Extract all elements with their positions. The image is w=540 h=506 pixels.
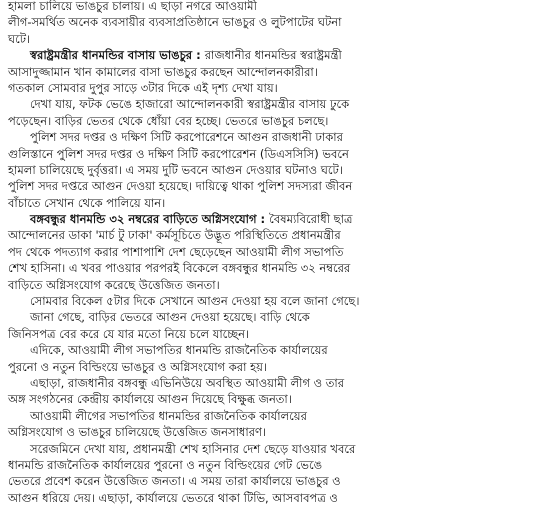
line-text: আওয়ামী লীগের সভাপতির ধানমন্ডির রাজনৈতিক কার্যালয়ের	[30, 408, 307, 423]
article-body	[8, 0, 534, 506]
article-line	[8, 211, 534, 227]
line-text: ভেতরে প্রবেশ করেন উত্তেজিত জনতা। এ সময় তারা কার্যালয়ে ভাঙচুর ও	[8, 474, 341, 489]
article-line	[8, 441, 534, 457]
article-line	[8, 31, 534, 47]
article-line	[8, 146, 534, 162]
article-line	[8, 0, 534, 14]
article-line	[8, 64, 534, 80]
article-line	[8, 309, 534, 325]
article-line	[8, 473, 534, 489]
article-line	[8, 47, 534, 63]
line-text: পদ থেকে পদত্যাগ করার পাশাপাশি দেশ ছেড়েছেন আওয়ামী লীগ সভাপতি	[8, 244, 344, 259]
line-text: পুলিশ সদর দপ্তর ও দক্ষিণ সিটি করপোরেশনে আগুন রাজধানী ঢাকার	[30, 130, 343, 145]
line-text: হামলা চালিয়েছে দুর্বৃত্তরা। এ সময় দুটি ভবনে আগুন দেওয়ার ঘটনাও ঘটে।	[8, 162, 343, 177]
line-text: পড়েছেন। বাড়ির ভেতর থেকে ধোঁয়া বের হচ্ছে। ভেতরে ভাঙচুর চলছে।	[8, 113, 329, 128]
line-text: সোমবার বিকেল ৫টার দিকে সেখানে আগুন দেওয়া হয় বলে জানা গেছে।	[30, 294, 360, 309]
line-text: শেখ হাসিনা। এ খবর পাওয়ার পরপরই বিকেলে বঙ্গবন্ধুর ধানমন্ডি ৩২ নম্বরের	[8, 261, 351, 276]
line-text: পুলিশ সদর দপ্তরে আগুন দেওয়া হয়েছে। দায়িত্বে থাকা পুলিশ সদস্যরা জীবন	[8, 179, 353, 194]
line-text: গুলিস্তানে পুলিশ সদর দপ্তর ও দক্ষিণ সিটি করপোরেশন (ডিএসসিসি) ভবনে	[8, 146, 349, 161]
line-text: আন্দোলনের ডাকা 'মার্চ টু ঢাকা' কর্মসূচিতে উদ্ভূত পরিস্থিতিতে প্রধানমন্ত্রীর	[8, 228, 341, 243]
section-heading: বঙ্গবন্ধুর ধানমন্ডি ৩২ নম্বরের বাড়িতে অগ্নিসংযোগ :	[30, 212, 270, 227]
article-line	[8, 457, 534, 473]
article-line	[8, 195, 534, 211]
line-text: সরেজমিনে দেখা যায়, প্রধানমন্ত্রী শেখ হাসিনার দেশ ছেড়ে যাওয়ার খবরে	[30, 441, 356, 456]
article-line	[8, 14, 534, 30]
article-line	[8, 490, 534, 506]
article-line	[8, 293, 534, 309]
article-line	[8, 178, 534, 194]
line-text: ধানমন্ডি রাজনৈতিক কার্যালয়ের পুরনো ও নতুন বিল্ডিংয়ের গেট ভেঙে	[8, 457, 323, 472]
article-line	[8, 96, 534, 112]
article-line	[8, 113, 534, 129]
article-line	[8, 80, 534, 96]
line-text: বাড়িতে অগ্নিসংযোগ করেছে উত্তেজিত জনতা।	[8, 277, 220, 292]
line-text: অঙ্গ সংগঠনের কেন্দ্রীয় কার্যালয়ে আগুন দিয়েছে বিক্ষুব্ধ জনতা।	[8, 392, 292, 407]
section-heading: স্বরাষ্ট্রমন্ত্রীর ধানমন্ডির বাসায় ভাঙচুর :	[30, 48, 205, 63]
article-line	[8, 342, 534, 358]
line-text: জিনিসপত্র বের করে যে যার মতো নিয়ে চলে যাচ্ছেন।	[8, 326, 250, 341]
article-line	[8, 391, 534, 407]
article-line	[8, 424, 534, 440]
article-line	[8, 260, 534, 276]
article-line	[8, 408, 534, 424]
line-text: লীগ-সমর্থিত অনেক ব্যবসায়ীর ব্যবসাপ্রতিষ্ঠানে ভাঙচুর ও লুটপাটের ঘটনা	[8, 15, 342, 30]
line-text: আগুন ধরিয়ে দেয়। এছাড়া, কার্যালয়ে ভেতরে থাকা টিভি, আসবাবপত্র ও	[8, 490, 338, 505]
line-text: ঘটে।	[8, 31, 31, 46]
line-text: দেখা যায়, ফটক ভেঙে হাজারো আন্দোলনকারী স্বরাষ্ট্রমন্ত্রীর বাসায় ঢুকে	[30, 97, 350, 112]
article-line	[8, 244, 534, 260]
line-text: বাঁচাতে সেখান থেকে পালিয়ে যান।	[8, 195, 166, 210]
article-line	[8, 326, 534, 342]
line-text: গতকাল সোমবার দুপুর সাড়ে ৩টার দিকে এই দৃশ্য দেখা যায়।	[8, 80, 278, 95]
line-text: রাজধানীর ধানমন্ডির স্বরাষ্ট্রমন্ত্রী	[204, 48, 342, 63]
article-line	[8, 162, 534, 178]
article-line	[8, 129, 534, 145]
line-text: এছাড়া, রাজধানীর বঙ্গবন্ধু এভিনিউয়ে অবস্থিত আওয়ামী লীগ ও তার	[30, 375, 345, 390]
article-line	[8, 227, 534, 243]
line-text: এদিকে, আওয়ামী লীগ সভাপতির ধানমন্ডি রাজনৈতিক কার্যালয়ের	[30, 343, 328, 358]
article-line	[8, 375, 534, 391]
article-line	[8, 359, 534, 375]
line-text: আসাদুজ্জামান খান কামালের বাসা ভাঙচুর করছেন আন্দোলনকারীরা।	[8, 64, 318, 79]
line-text: পুরনো ও নতুন বিল্ডিংয়ে ভাঙচুর ও অগ্নিসংযোগ করা হয়।	[8, 359, 268, 374]
line-text: অগ্নিসংযোগ ও ভাঙচুর চালিয়েছে উত্তেজিত জনসাধারণ।	[8, 425, 267, 440]
article-line	[8, 277, 534, 293]
line-text: জানা গেছে, বাড়ির ভেতরে আগুন দেওয়া হয়েছে। বাড়ি থেকে	[30, 310, 310, 325]
line-text: বৈষম্যবিরোধী ছাত্র	[269, 212, 353, 227]
line-text: হামলা চালিয়ে ভাঙচুর চালায়। এ ছাড়া নগরে আওয়ামী	[8, 0, 257, 13]
